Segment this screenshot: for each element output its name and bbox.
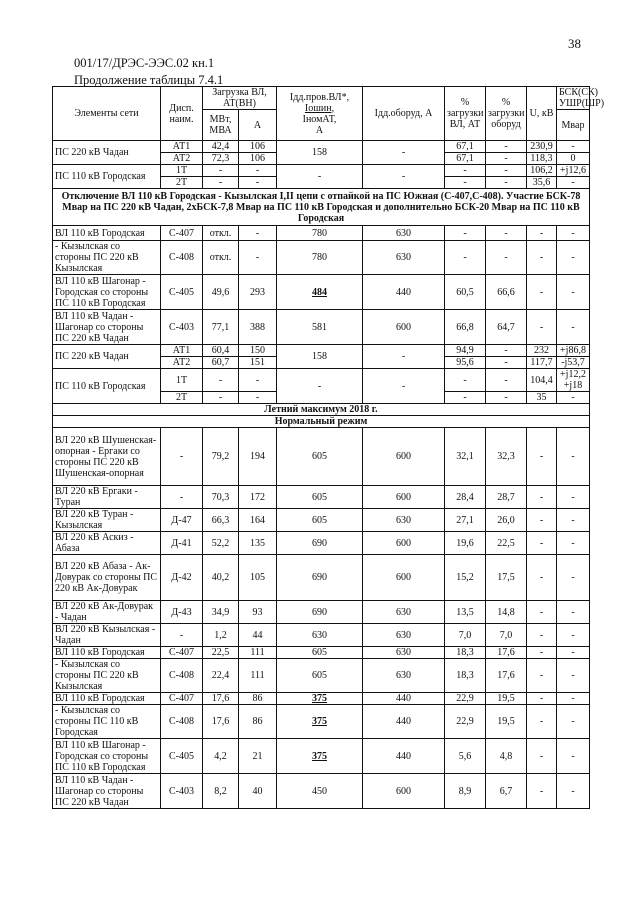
table-row: ПС 220 кВ Чадан АТ1 60,4 150 158 - 94,9 - 232 +j86,8 xyxy=(53,345,590,357)
table-row: 2Т - - - - 35 - xyxy=(53,392,590,404)
table-row: ВЛ 110 кВ Чадан - Шагонар со стороны ПС 220 кВ Чадан С-403 8,2 40 450 600 8,9 6,7 - - xyxy=(53,774,590,809)
table-row: ВЛ 110 кВ Городская С-407 откл. - 780 630 - - - - xyxy=(53,226,590,241)
table-row: 2Т - - - - 35,6 - xyxy=(53,177,590,189)
header-load-group: Загрузка ВЛ, АТ(ВН) xyxy=(203,87,277,110)
header-idd-prov: Iдд.пров.ВЛ*, Iошин, IномАТ, А xyxy=(277,87,363,141)
page-number: 38 xyxy=(568,36,581,51)
header-a: А xyxy=(239,110,277,141)
table-row: - Кызылская со стороны ПС 220 кВ Кызылская С-408 22,4 111 605 630 18,3 17,6 - - xyxy=(53,659,590,693)
table-row: ВЛ 110 кВ Городская С-407 22,5 111 605 630 18,3 17,6 - - xyxy=(53,647,590,659)
table-row: ПС 110 кВ Городская 1Т - - - - - - 106,2 +j12,6 xyxy=(53,165,590,177)
section-title: Отключение ВЛ 110 кВ Городская - Кызылская I,II цепи с отпайкой на ПС Южная (С-407,С-408). Участие БСК-78 Мвар на ПС 220 кВ Чадан, 2хБСК-7,8 Мвар на ПС 110 кВ Городская и дополнительно БСК-20 Мвар на ПС 110 кВ Городская xyxy=(53,189,590,226)
document-code: 001/17/ДРЭС-ЭЭС.02 кн.1 xyxy=(74,56,215,70)
table-row: ВЛ 110 кВ Шагонар - Городская со стороны ПС 110 кВ Городская С-405 49,6 293 484 440 60,5 66,6 - - xyxy=(53,275,590,310)
table-row: ВЛ 110 кВ Шагонар - Городская со стороны ПС 110 кВ Городская С-405 4,2 21 375 440 5,6 4,8 - - xyxy=(53,739,590,774)
table-caption: Продолжение таблицы 7.4.1 xyxy=(74,73,224,87)
table-row: ВЛ 220 кВ Ак-Довурак - Чадан Д-43 34,9 93 690 630 13,5 14,8 - - xyxy=(53,601,590,624)
normal-mode-title: Нормальный режим xyxy=(53,416,590,428)
header-elements: Элементы сети xyxy=(53,87,161,141)
header-mw: МВт, МВА xyxy=(203,110,239,141)
table-row: - Кызылская со стороны ПС 220 кВ Кызылская С-408 откл. - 780 630 - - - - xyxy=(53,241,590,275)
table-row: ВЛ 220 кВ Аскиз - Абаза Д-41 52,2 135 690 600 19,6 22,5 - - xyxy=(53,532,590,555)
data-table xyxy=(52,86,605,809)
table-row: ВЛ 220 кВ Туран - Кызылская Д-47 66,3 164 605 630 27,1 26,0 - - xyxy=(53,509,590,532)
header-u: U, кВ xyxy=(527,87,557,141)
header-pct-equip: % загрузки оборуд xyxy=(486,87,527,141)
header-bsk: БСК(СК) УШР(ШР) xyxy=(557,87,590,110)
table-row: ВЛ 110 кВ Чадан - Шагонар со стороны ПС 220 кВ Чадан С-403 77,1 388 581 600 66,8 64,7 - - xyxy=(53,310,590,345)
table-row: ПС 220 кВ Чадан АТ1 42,4 106 158 - 67,1 - 230,9 - xyxy=(53,141,590,153)
table-row: АТ2 72,3 106 67,1 - 118,3 0 xyxy=(53,153,590,165)
header-mvar: Мвар xyxy=(557,110,590,141)
table-row: - Кызылская со стороны ПС 110 кВ Городская С-408 17,6 86 375 440 22,9 19,5 - - xyxy=(53,705,590,739)
table-row: ВЛ 110 кВ Городская С-407 17,6 86 375 440 22,9 19,5 - - xyxy=(53,693,590,705)
table-row: ВЛ 220 кВ Шушенская-опорная - Ергаки со стороны ПС 220 кВ Шушенская-опорная - 79,2 194 605 600 32,1 32,3 - - xyxy=(53,428,590,486)
header-idd-equip: Iдд.оборуд, А xyxy=(363,87,445,141)
header-disp: Дисп. наим. xyxy=(161,87,203,141)
header-pct-load: % загрузки ВЛ, АТ xyxy=(445,87,486,141)
table-row: ВЛ 220 кВ Абаза - Ак-Довурак со стороны ПС 220 кВ Ак-Довурак Д-42 40,2 105 690 600 15,2 17,5 - - xyxy=(53,555,590,601)
table-row: ВЛ 220 кВ Кызылская - Чадан - 1,2 44 630 630 7,0 7,0 - - xyxy=(53,624,590,647)
summer-title: Летний максимум 2018 г. xyxy=(53,404,590,416)
table-row: ПС 110 кВ Городская 1Т - - - - - - 104,4 +j12,2 +j18 xyxy=(53,369,590,392)
table-row: АТ2 60,7 151 95,6 - 117,7 -j53,7 xyxy=(53,357,590,369)
table-row: ВЛ 220 кВ Ергаки - Туран - 70,3 172 605 600 28,4 28,7 - - xyxy=(53,486,590,509)
